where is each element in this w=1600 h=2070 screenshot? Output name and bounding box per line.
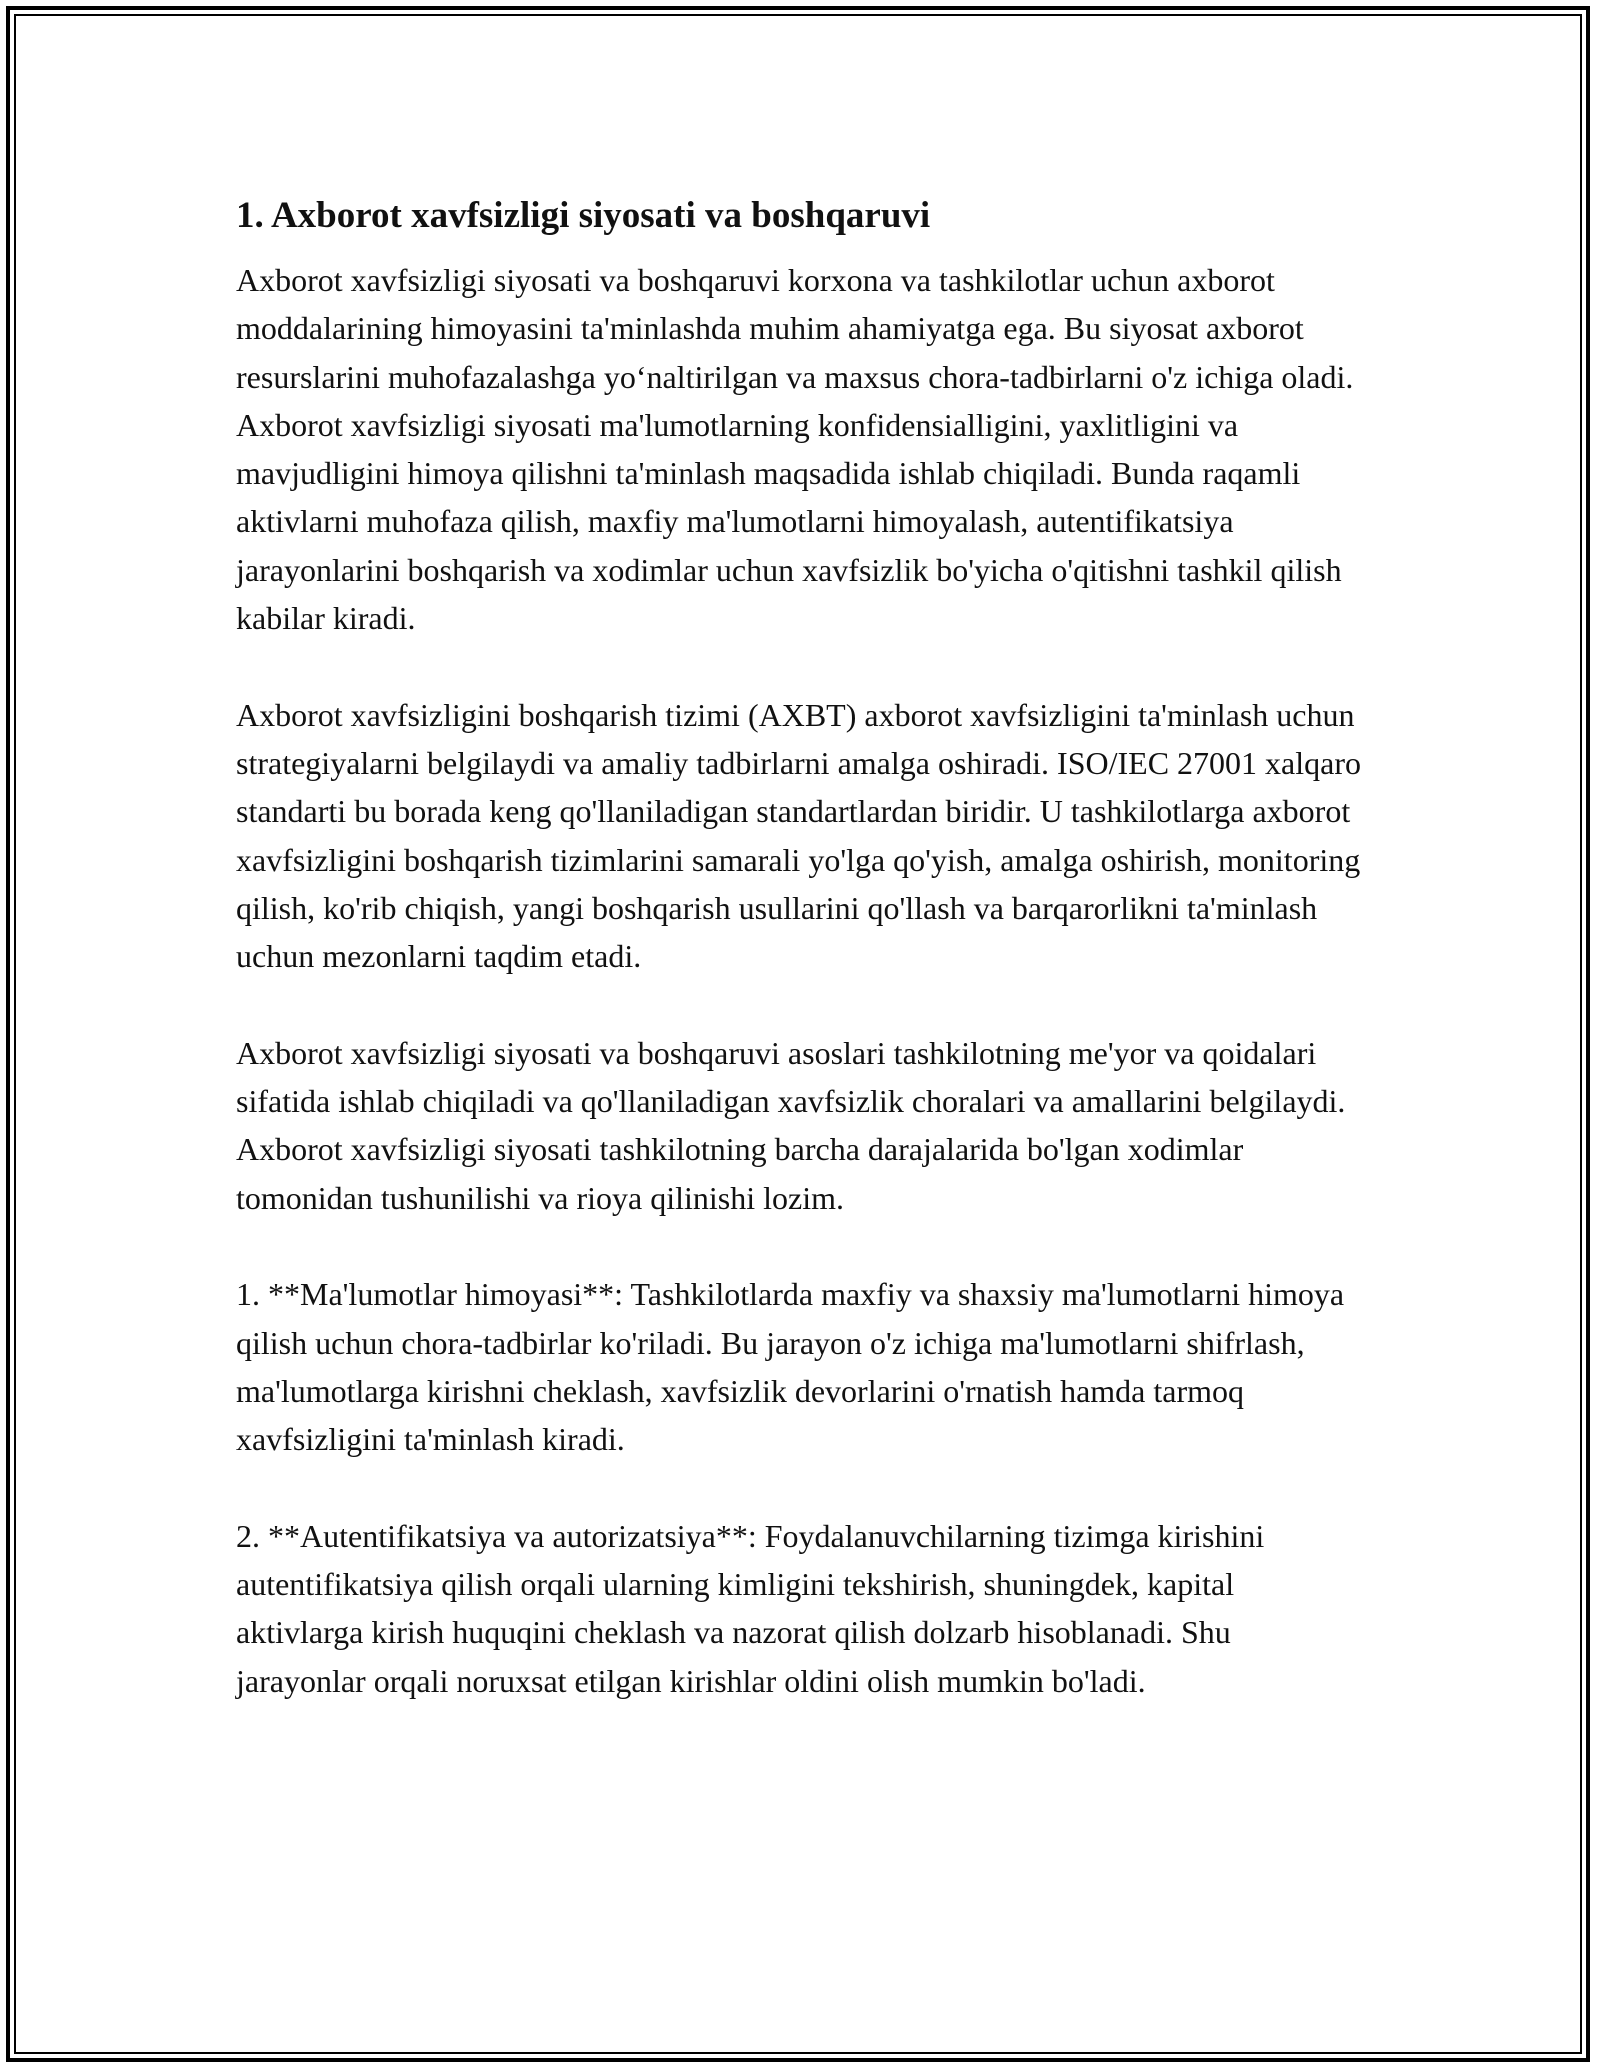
paragraph-item-authentication: 2. **Autentifikatsiya va autorizatsiya**: Foydalanuvchilarning tizimga kirishini autentifikatsiya qilish orqali ularning kimligini tekshirish, shuningdek, kapital aktivlarga kirish huquqini cheklash va nazorat qilish dolzarb hisoblanadi. Shu jarayonlar orqali noruxsat etilgan kirishlar oldini olish mumkin bo'ladi. bbox=[236, 1517, 1265, 1699]
section-heading: 1. Axborot xavfsizligi siyosati va boshqaruvi bbox=[236, 195, 931, 236]
paragraph-axbt: Axborot xavfsizligini boshqarish tizimi (AXBT) axborot xavfsizligini ta'minlash uchun strategiyalarni belgilaydi va amaliy tadbirlarni amalga oshiradi. ISO/IEC 27001 xalqaro standarti bu borada keng qo'llaniladigan standartlardan biridir. U tashkilotlarga axborot xavfsizligini boshqarish tizimlarini samarali yo'lga qo'yish, amalga oshirish, monitoring qilish, ko'rib chiqish, yangi boshqarish usullarini qo'llash va barqarorlikni ta'minlash uchun mezonlarni taqdim etadi. bbox=[236, 696, 1361, 975]
paragraph-item-data-protection: 1. **Ma'lumotlar himoyasi**: Tashkilotlarda maxfiy va shaxsiy ma'lumotlarni himoya qilish uchun chora-tadbirlar ko'riladi. Bu jarayon o'z ichiga ma'lumotlarni shifrlash, ma'lumotlarga kirishni cheklash, xavfsizlik devorlarini o'rnatish hamda tarmoq xavfsizligini ta'minlash kiradi. bbox=[236, 1276, 1345, 1458]
paragraph-foundations: Axborot xavfsizligi siyosati va boshqaruvi asoslari tashkilotning me'yor va qoidalari sifatida ishlab chiqiladi va qo'llaniladigan xavfsizlik choralari va amallarini belgilaydi. Axborot xavfsizligi siyosati tashkilotning barcha darajalarida bo'lgan xodimlar tomonidan tushunilishi va rioya qilinishi lozim. bbox=[236, 1034, 1346, 1216]
paragraph-intro: Axborot xavfsizligi siyosati va boshqaruvi korxona va tashkilotlar uchun axborot moddalarining himoyasini ta'minlashda muhim ahamiyatga ega. Bu siyosat axborot resurslarini muhofazalashga yo‘naltirilgan va maxsus chora-tadbirlarni o'z ichiga oladi. Axborot xavfsizligi siyosati ma'lumotlarning konfidensialligini, yaxlitligini va mavjudligini himoya qilishni ta'minlash maqsadida ishlab chiqiladi. Bunda raqamli aktivlarni muhofaza qilish, maxfiy ma'lumotlarni himoyalash, autentifikatsiya jarayonlarini boshqarish va xodimlar uchun xavfsizlik bo'yicha o'qitishni tashkil qilish kabilar kiradi. bbox=[236, 262, 1354, 637]
document-body bbox=[236, 192, 1366, 1705]
paragraph-list bbox=[236, 256, 1366, 1705]
